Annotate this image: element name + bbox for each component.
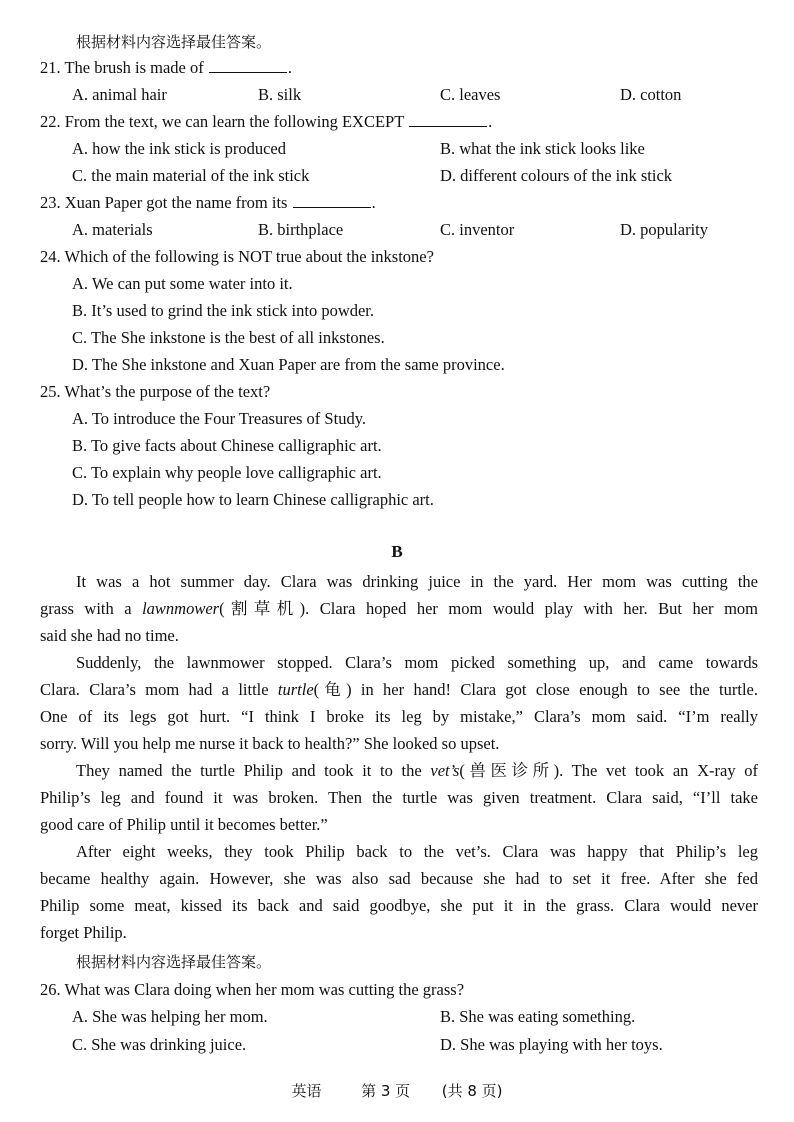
option-25b: B. To give facts about Chinese calligraphic art. xyxy=(72,436,382,455)
option-23b: B. birthplace xyxy=(258,220,344,239)
passage-line xyxy=(40,595,758,622)
option-21a: A. animal hair xyxy=(72,85,167,104)
passage-line: After eight weeks, they took Philip back to the vet’s. Clara was happy that Philip’s leg xyxy=(76,842,758,861)
passage-line xyxy=(40,676,758,703)
passage-line xyxy=(76,757,758,784)
passage-line: Philip some meat, kissed its back and said goodbye, she put it in the grass. Clara would never xyxy=(40,896,758,915)
footer-page: 第 3 页 xyxy=(361,1082,411,1100)
question-24-stem: 24. Which of the following is NOT true about the inkstone? xyxy=(40,247,434,266)
question-22-stem: 22. From the text, we can learn the following EXCEPT xyxy=(40,112,404,131)
question-21 xyxy=(40,57,292,79)
passage-line: It was a hot summer day. Clara was drinking juice in the yard. Her mom was cutting the xyxy=(76,572,758,591)
section-b-heading: B xyxy=(391,542,403,561)
question-21-stem: 21. The brush is made of xyxy=(40,58,204,77)
option-25a: A. To introduce the Four Treasures of Study. xyxy=(72,409,366,428)
question-26-stem: 26. What was Clara doing when her mom was cutting the grass? xyxy=(40,980,465,999)
option-24a: A. We can put some water into it. xyxy=(72,274,293,293)
page-footer xyxy=(0,1080,794,1101)
option-21c: C. leaves xyxy=(440,85,501,104)
instruction-text: 根据材料内容选择最佳答案。 xyxy=(76,953,272,971)
answer-blank xyxy=(209,58,287,73)
passage-line: Philip’s leg and found it was broken. Then the turtle was given treatment. Clara said, “I’ll take xyxy=(40,788,758,807)
question-23-period: . xyxy=(371,193,376,212)
instruction-text: 根据材料内容选择最佳答案。 xyxy=(76,33,272,51)
passage-line: sorry. Will you help me nurse it back to health?” She looked so upset. xyxy=(40,734,500,753)
option-22a: A. how the ink stick is produced xyxy=(72,139,287,158)
option-21b: B. silk xyxy=(258,85,302,104)
question-21-period: . xyxy=(287,58,293,77)
answer-blank xyxy=(293,193,371,208)
footer-subject: 英语 xyxy=(291,1082,322,1100)
option-23d: D. popularity xyxy=(620,220,708,239)
option-22b: B. what the ink stick looks like xyxy=(440,139,645,158)
option-22c: C. the main material of the ink stick xyxy=(72,166,310,185)
option-22d: D. different colours of the ink stick xyxy=(440,166,673,185)
option-26b: B. She was eating something. xyxy=(440,1007,636,1026)
question-23 xyxy=(40,192,376,214)
passage-line: Suddenly, the lawnmower stopped. Clara’s mom picked something up, and came towards xyxy=(76,653,758,672)
passage-line: forget Philip. xyxy=(40,923,127,942)
option-26d: D. She was playing with her toys. xyxy=(440,1035,663,1054)
glossed-word: vet’s xyxy=(430,761,460,780)
question-22-period: . xyxy=(488,112,493,131)
option-24c: C. The She inkstone is the best of all inkstones. xyxy=(72,328,385,347)
option-26c: C. She was drinking juice. xyxy=(72,1035,247,1054)
option-24b: B. It’s used to grind the ink stick into powder. xyxy=(72,301,375,320)
option-25c: C. To explain why people love calligraphic art. xyxy=(72,463,382,482)
passage-fragment: (割草机). Clara hoped her mom would play with her. But her mom xyxy=(219,599,758,618)
passage-line: said she had no time. xyxy=(40,626,179,645)
passage-fragment: (兽医诊所). The vet took an X-ray of xyxy=(459,761,759,780)
option-23a: A. materials xyxy=(72,220,153,239)
passage-fragment: grass with a xyxy=(40,599,143,618)
passage-fragment: (龟) in her hand! Clara got close enough to see the turtle. xyxy=(313,680,758,699)
glossed-word: turtle xyxy=(277,680,314,699)
passage-line: became healthy again. However, she was also sad because she had to set it free. After she fed xyxy=(40,869,758,888)
option-24d: D. The She inkstone and Xuan Paper are from the same province. xyxy=(72,355,505,374)
option-23c: C. inventor xyxy=(440,220,515,239)
answer-blank xyxy=(409,112,487,127)
option-26a: A. She was helping her mom. xyxy=(72,1007,268,1026)
passage-line: One of its legs got hurt. “I think I broke its leg by mistake,” Clara’s mom said. “I’m really xyxy=(40,707,758,726)
option-21d: D. cotton xyxy=(620,85,682,104)
question-22 xyxy=(40,111,492,133)
question-25-stem: 25. What’s the purpose of the text? xyxy=(40,382,271,401)
option-25d: D. To tell people how to learn Chinese calligraphic art. xyxy=(72,490,434,509)
question-23-stem: 23. Xuan Paper got the name from its xyxy=(40,193,288,212)
glossed-word: lawnmower xyxy=(142,599,220,618)
passage-fragment: Clara. Clara’s mom had a little xyxy=(40,680,278,699)
passage-line: good care of Philip until it becomes better.” xyxy=(40,815,328,834)
passage-fragment: They named the turtle Philip and took it to the xyxy=(76,761,431,780)
footer-total: (共 8 页) xyxy=(441,1082,503,1100)
